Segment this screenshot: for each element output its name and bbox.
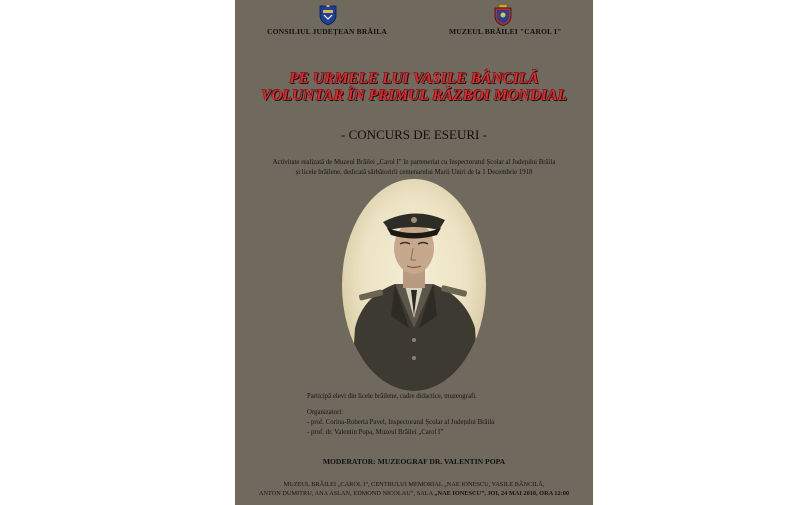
participants-text: Participă elevi din licele brăilene, cadre didactice, muzeografi. [307,393,477,400]
county-coat-of-arms-icon [318,4,338,26]
event-details [307,392,587,438]
footer-line-1: MUZEUL BRĂILEI „CAROL I”, CENTRULUI MEMORIAL „NAE IONESCU, VASILE BĂNCILĂ, [283,481,545,488]
footer-line-2 [235,489,593,498]
organizer-item: - prof. dr. Valentin Popa, Muzeul Brăilei „Carol I” [307,429,444,436]
poster [235,0,593,505]
footer-date-time: „NAE IONESCU”, JOI, 24 MAI 2018, ORA 12:00 [434,490,570,497]
description-line-2: și licele brăilene, dedicată sărbătoririi centenarului Marii Uniri de la 1 Decembrie 1918 [295,168,533,176]
poster-subtitle: - CONCURS DE ESEURI - [341,127,487,142]
organizer-item: - prof. Corina-Roberta Pavel, Inspectoratul Școlar al Județului Brăila [307,419,495,426]
county-council-name: CONSILIUL JUDEȚEAN BRĂILA [267,27,388,36]
moderator-text: MODERATOR: MUZEOGRAF DR. VALENTIN POPA [322,457,506,466]
museum-name: MUZEUL BRĂILEI "CAROL I" [449,27,562,36]
portrait-photo [341,178,487,392]
museum-coat-of-arms-icon [493,4,513,26]
poster-title [235,70,593,104]
venue-footer [235,480,593,498]
title-line-1: PE URMELE LUI VASILE BÂNCILĂ [289,70,539,87]
organizers-heading: Organizatori: [307,409,344,416]
title-line-2: VOLUNTAR ÎN PRIMUL RĂZBOI MONDIAL [260,87,568,104]
event-description [235,158,593,177]
description-line-1: Activitate realizată de Muzeul Brăilei „Carol I” în parteneriat cu Inspectoratul Școlar al Județului Brăila [272,159,556,166]
footer-venue: ANTON DUMITRU, ANA ASLAN, EDMOND NICOLAU”, SALA [258,490,435,497]
